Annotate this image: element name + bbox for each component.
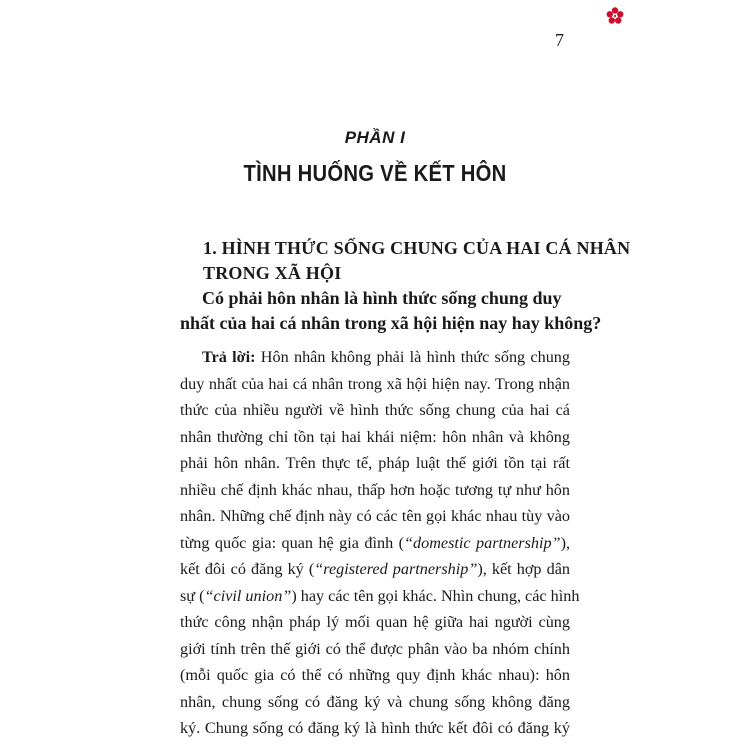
answer-body bbox=[180, 344, 580, 742]
answer-lead: Trả lời: bbox=[202, 348, 256, 366]
body-text-segment: ) hay các tên gọi khác. Nhìn chung, các hình bbox=[291, 586, 580, 605]
body-text-segment: nhiều chế định khác nhau, thấp hơn hoặc tương tự như hôn bbox=[180, 480, 570, 499]
question-line: Có phải hôn nhân là hình thức sống chung duy bbox=[202, 288, 562, 308]
body-text-segment: phải hôn nhân. Trên thực tế, pháp luật thế giới tồn tại rất bbox=[180, 454, 570, 472]
body-text-segment: nhân thường chỉ tồn tại hai khái niệm: hôn nhân và không bbox=[180, 427, 570, 446]
body-text-segment: ký. Chung sống có đăng ký là hình thức kết đôi có đăng ký bbox=[180, 719, 570, 737]
body-text-segment: thức công nhận pháp lý mối quan hệ giữa hai người cùng bbox=[180, 613, 570, 631]
foreign-term: “registered partnership” bbox=[314, 560, 478, 578]
body-line bbox=[180, 689, 570, 716]
page-number: 7 bbox=[555, 30, 564, 50]
question-text bbox=[180, 286, 602, 336]
body-line bbox=[180, 636, 570, 663]
body-text-segment: duy nhất của hai cá nhân trong xã hội hiện nay. Trong nhận bbox=[180, 374, 570, 393]
body-text-segment: kết đôi có đăng ký ( bbox=[180, 560, 315, 578]
body-line bbox=[180, 503, 570, 530]
body-line bbox=[180, 397, 570, 424]
question-line: nhất của hai cá nhân trong xã hội hiện nay hay không? bbox=[180, 313, 602, 333]
body-line bbox=[180, 424, 570, 451]
body-text-segment: sự ( bbox=[180, 586, 205, 605]
body-line bbox=[180, 344, 570, 371]
body-text-segment: (mỗi quốc gia có thể có những quy định khác nhau): hôn bbox=[180, 666, 570, 684]
foreign-term: “domestic partnership” bbox=[404, 533, 561, 552]
body-text-segment: nhân, chung sống có đăng ký và chung sống không đăng bbox=[180, 692, 570, 711]
section-heading-line: 1. HÌNH THỨC SỐNG CHUNG CỦA HAI CÁ NHÂN bbox=[203, 238, 631, 258]
body-line bbox=[180, 583, 580, 610]
body-text-segment: ), bbox=[560, 533, 570, 552]
body-text-segment: thức của nhiều người về hình thức sống chung của hai cá bbox=[180, 401, 570, 419]
part-label: PHẦN I bbox=[344, 128, 406, 147]
body-text-segment: ), kết hợp dân bbox=[477, 560, 570, 578]
foreign-term: “civil union” bbox=[204, 586, 292, 605]
body-line bbox=[180, 371, 570, 398]
chapter-title: TÌNH HUỐNG VỀ KẾT HÔN bbox=[243, 160, 507, 186]
body-text-segment: từng quốc gia: quan hệ gia đình ( bbox=[180, 533, 405, 552]
body-line bbox=[180, 609, 570, 636]
body-text-segment: Hôn nhân không phải là hình thức sống chung bbox=[255, 348, 570, 366]
body-line bbox=[180, 556, 570, 583]
body-line bbox=[180, 477, 570, 504]
body-line bbox=[180, 662, 570, 689]
body-line bbox=[180, 530, 570, 557]
section-heading bbox=[203, 236, 631, 286]
body-line bbox=[180, 715, 570, 742]
body-text-segment: giới tính trên thế giới có thể được phân vào ba nhóm chính bbox=[180, 639, 570, 658]
section-heading-line: TRONG XÃ HỘI bbox=[203, 263, 342, 283]
body-text-segment: nhân. Những chế định này có các tên gọi khác nhau tùy vào bbox=[180, 507, 570, 525]
body-line bbox=[180, 450, 570, 477]
publisher-logo-icon bbox=[605, 6, 625, 26]
